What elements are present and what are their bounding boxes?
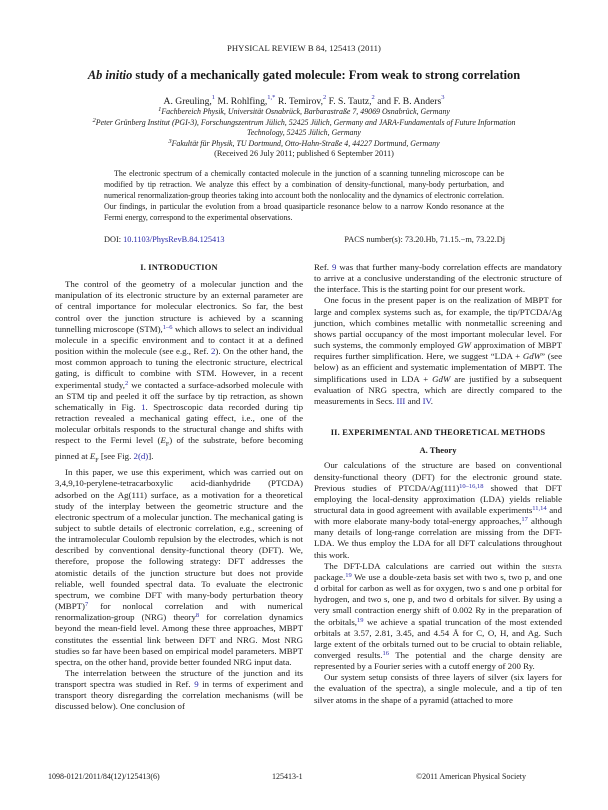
journal-header: PHYSICAL REVIEW B 84, 125413 (2011) — [226, 43, 382, 53]
paragraph: The control of the geometry of a molecular junction and the manipulation of its electronic structure by an external parameter are of central importance for molecular electronics. So far, the best control over the junction structure is achieved by a scanning tunnelling microscope (STM),$^{1-6}$ which allows to select an individual molecule in a specific environment and to contact it at a defined position within the molecule (see e.g., Ref. 2). On the other hand, the most common approach to tuning the electronic structure, electrical gating, is difficult to combine with STM. However, in a recent experimental study,$^2$ we contacted a surface-adsorbed molecule with an STM tip and peeled it off the surface by tip retraction, as shown schematically in Fig. 1. Spectroscopic data recorded during tip retraction revealed a mechanical gating effect, i.e., one of the molecular orbitals responds to the structural change and shifts with respect to the Fermi level $(E_F)$ of the substrate, before becoming pinned at $E_F$ [see Fig. 2(d)]. — [55, 279, 304, 465]
affiliation-ref[interactable]: 2 — [322, 94, 327, 101]
paragraph: One focus in the present paper is on the realization of MBPT for large and complex systems such as, for example, the tip/PTCDA/Ag junction, which combines metallic with nonmetallic screening and shows partial occupancy of the most important molecular level. For such systems, the commonly employed GW approximation of MBPT requires further simplification. Here, we suggest “LDA + GdW” (see below) as an efficient and systematic implementation of MBPT. The simplifications used in LDA + GdW are justified by a subsequent evaluation of NRG spectra, which are directly compared to the measurements in Secs. III and IV. — [314, 295, 563, 406]
author: and F. B. Anders — [377, 96, 442, 107]
author: A. Greuling, — [163, 96, 212, 107]
figure-link[interactable]: 1 — [141, 401, 146, 412]
author-list — [0, 96, 608, 107]
citation-link[interactable]: 11,14 — [532, 504, 547, 512]
author: R. Temirov, — [277, 96, 323, 107]
doi-link[interactable]: 10.1103/PhysRevB.84.125413 — [123, 235, 225, 244]
paragraph: Our system setup consists of three layers of silver (six layers for the evaluation of the spectra), a single molecule, and a tip of ten silver atoms in the shape of a pyramid (attached to more — [314, 672, 562, 705]
title-rest: study of a mechanically gated molecule: From weak to strong correlation — [132, 68, 521, 82]
section-link[interactable]: III — [396, 395, 406, 406]
citation-link[interactable]: 8 — [195, 612, 200, 620]
affiliation-ref[interactable]: 1 — [211, 94, 216, 101]
paragraph: Ref. 9 was that further many-body correlation effects are mandatory to arrive at a conclusive understanding of the electronic structure of the interface. This is the starting point for our present work. — [314, 262, 562, 295]
footer-copyright: ©2011 American Physical Society — [416, 772, 526, 781]
citation-link[interactable]: 17 — [521, 516, 528, 524]
affiliation-ref[interactable]: 3 — [441, 94, 445, 101]
citation-link[interactable]: 7 — [84, 601, 89, 609]
left-column — [55, 262, 303, 713]
affiliation-2: $^2$Peter Grünberg Institut (PGI-3), Forschungszentrum Jülich, 52425 Jülich, Germany and JARA-Fundamentals of Future Information Technology, 52425 Jülich, Germany — [92, 116, 516, 137]
paper-title — [0, 68, 608, 83]
section-heading-methods: II. EXPERIMENTAL AND THEORETICAL METHODS — [330, 428, 546, 438]
citation-link[interactable]: 16 — [382, 650, 389, 657]
citation-link[interactable]: 1–6 — [162, 323, 173, 331]
paragraph: The interrelation between the structure of the junction and its transport spectra was studied in Ref. 9 in terms of experiment and transport theory disregarding the correlation mechanisms (will be discussed below). One conclusion of — [55, 668, 304, 712]
affiliation-3: $^3$Fakultät für Physik, TU Dortmund, Otto-Hahn-Straße 4, 44227 Dortmund, Germany — [168, 137, 440, 148]
citation-link[interactable]: 9 — [331, 262, 337, 272]
citation-link[interactable]: 19 — [345, 571, 352, 579]
section-heading-introduction: I. INTRODUCTION — [140, 263, 218, 272]
right-column — [314, 262, 562, 706]
affiliation-ref[interactable]: 1,* — [267, 94, 276, 101]
figure-link[interactable]: 2(d) — [133, 451, 149, 462]
section-link[interactable]: IV — [422, 395, 431, 406]
subsection-heading-theory: A. Theory — [419, 445, 457, 456]
abstract: The electronic spectrum of a chemically contacted molecule in the junction of a scanning tunneling microscope can be modified by tip retraction. We analyze this effect by a combination of density-functional, many-body perturbation, and numerical renormalization-group theories taking into account both the nonlocality and the dynamics of electronic correlation. Our findings, in particular the evolution from a broad quasiparticle resonance below to a narrow Kondo resonance at the Fermi energy, correspond to the experimental observations. — [104, 169, 504, 223]
citation-link[interactable]: 9 — [194, 679, 199, 690]
paragraph: Our calculations of the structure are based on conventional density-functional theory (DFT) for the electronic ground state. Previous studies of PTCDA/$Ag(111)^{10-16,18}$ showed that DFT employing the local-density approximation (LDA) yields reliable structural data in good agreement with available experiments$^{11,14}$ and with more elaborate many-body total-energy approaches,$^{17}$ although many details of long-range correlation are missing from the DFT-LDA. We thus employ the LDA for all DFT calculations throughout this work. — [314, 460, 562, 560]
affiliation-1: $^1$Fachbereich Physik, Universität Osnabrück, Barbarastraße 7, 49069 Osnabrück, Germany — [158, 106, 450, 116]
author: F. S. Tautz, — [328, 96, 372, 107]
citation-link[interactable]: 2 — [124, 379, 129, 387]
affiliation-ref[interactable]: 2 — [371, 94, 375, 101]
doi: DOI: 10.1103/PhysRevB.84.125413 — [104, 235, 225, 244]
footer-issn: 1098-0121/2011/84(12)/125413(6) — [48, 772, 160, 781]
footer-page-number: 125413-1 — [272, 772, 303, 781]
title-italic: Ab initio — [87, 68, 133, 82]
author: M. Rohlfing, — [217, 96, 268, 107]
paragraph: The DFT-LDA calculations are carried out within the siesta package.$^{19}$ We use a double-zeta basis set with two s, two p, and one d orbital for carbon as well as for oxygen, two s and one p orbital for hydrogen, and two s, one p, and two d orbitals for silver. By using a very small contraction energy shift of 0.002 Ry in the preparation of the orbitals,$^{19}$ we achieve a spatial truncation of the most extended orbitals at 3.57, 2.81, 3.45, and 4.54 Å for C, O, H, and Ag. Such large extent of the orbitals turned out to be crucial to obtain reliable, converged results.$^{16}$ The potential and the charge density are represented by a Fourier series with a cutoff energy of 200 Ry. — [314, 560, 562, 672]
paragraph: In this paper, we use this experiment, which was carried out on 3,4,9,10-perylene-tetracarboxylic acid-dianhydride (PTCDA) adsorbed on the Ag(111) surface, as a motivation for a theoretical study of the interplay between the geometric structure and the electronic spectrum of a molecular junction. The mechanical gating is subject to subtle details of electronic correlation, e.g., screening of the intramolecular Coulomb repulsion by the electrodes, which is not described by conventional density-functional theory (DFT). We, therefore, propose the following strategy: DFT addresses the atomistic details of the junction structure but does not provide reliable, well founded spectral data. To evaluate the electronic spectrum, we combine DFT with many-body perturbation theory (MBPT)$^7$ for nonlocal correlation and with numerical renormalization-group (NRG) theory$^8$ for correlation dynamics beyond the mean-field level. Among these three approaches, MBPT constitutes the essential link between DFT and NRG. Most NRG studies so far have been based on empirical model parameters. MBPT spectra, on the other hand, provide better founded NRG input data. — [55, 467, 303, 667]
citation-link[interactable]: 10–16,18 — [459, 482, 484, 490]
citation-link[interactable]: 2 — [210, 346, 216, 357]
pacs-numbers: PACS number(s): 73.20.Hb, 71.15.−m, 73.22.Dj — [344, 235, 505, 244]
received-dates: (Received 26 July 2011; published 6 September 2011) — [214, 149, 394, 158]
citation-link[interactable]: 19 — [357, 616, 364, 624]
